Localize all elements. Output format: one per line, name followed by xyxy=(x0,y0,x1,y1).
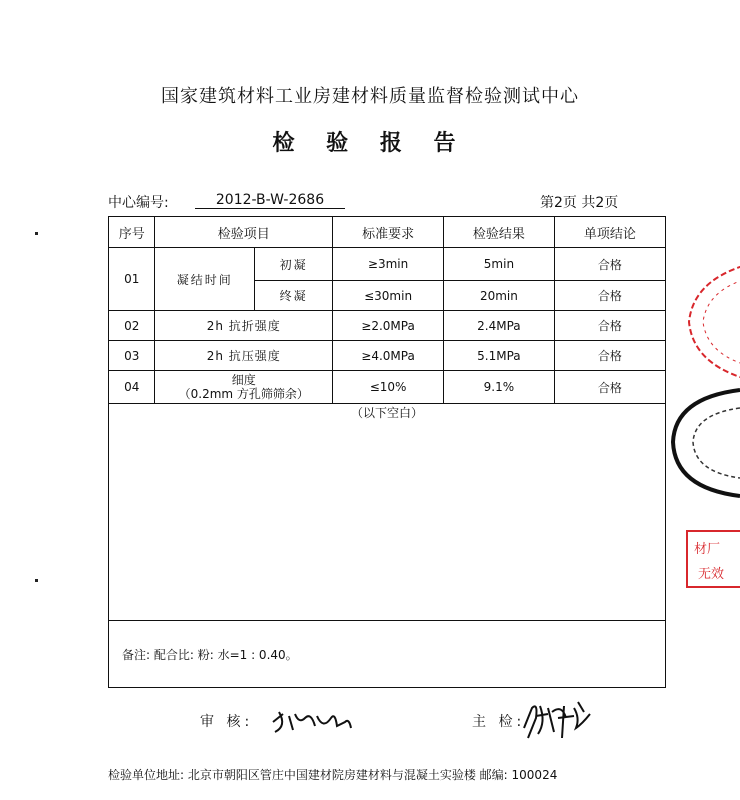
side-stamp-text-1: 材厂 xyxy=(694,542,721,557)
row-conclusion: 合格 xyxy=(554,281,665,311)
header-cell: 标准要求 xyxy=(333,217,444,248)
row-result: 5min xyxy=(444,248,555,281)
remark: 备注: 配合比: 粉: 水=1 : 0.40。 xyxy=(122,648,298,662)
row-standard: ≥3min xyxy=(333,248,444,281)
footer-address: 检验单位地址: 北京市朝阳区管庄中国建材院房建材料与混凝土实验楼 邮编: 100024 xyxy=(108,768,558,782)
table-row xyxy=(109,341,666,371)
blank-note-row xyxy=(109,404,666,422)
center-number-label: 中心编号: xyxy=(108,195,169,211)
review-signature xyxy=(265,704,355,736)
row-result: 9.1% xyxy=(444,371,555,404)
row-standard: ≤10% xyxy=(333,371,444,404)
row-conclusion: 合格 xyxy=(554,311,665,341)
scan-speck xyxy=(35,232,38,235)
review-label: 审 核: xyxy=(200,714,254,730)
header-cell: 单项结论 xyxy=(554,217,665,248)
table-header-row xyxy=(109,217,666,248)
row-no: 03 xyxy=(109,341,155,371)
row-item-line1: 细度 xyxy=(231,373,256,387)
page-info: 第2页 共2页 xyxy=(540,195,619,211)
black-seal-stamp-icon xyxy=(667,384,740,502)
table-row xyxy=(109,248,666,281)
red-side-stamp xyxy=(686,530,740,588)
chief-inspector-label: 主 检: xyxy=(472,714,526,730)
row-no: 02 xyxy=(109,311,155,341)
red-seal-stamp-icon xyxy=(683,262,740,382)
row-item xyxy=(155,371,333,404)
row-conclusion: 合格 xyxy=(554,341,665,371)
scan-speck xyxy=(35,579,38,582)
header-cell: 序号 xyxy=(109,217,155,248)
row-conclusion: 合格 xyxy=(554,248,665,281)
report-title: 检 验 报 告 xyxy=(272,131,468,156)
table-row xyxy=(109,311,666,341)
row-subitem: 终凝 xyxy=(255,281,333,311)
chief-inspector-signature xyxy=(518,698,598,742)
row-item: 凝结时间 xyxy=(155,248,255,311)
side-stamp-text-2: 无效 xyxy=(698,567,725,582)
row-result: 2.4MPa xyxy=(444,311,555,341)
blank-note: （以下空白） xyxy=(109,404,666,422)
table-row xyxy=(109,371,666,404)
header-cell: 检验结果 xyxy=(444,217,555,248)
row-item: 2h 抗压强度 xyxy=(155,341,333,371)
row-standard: ≥4.0MPa xyxy=(333,341,444,371)
center-number-value: 2012-B-W-2686 xyxy=(195,192,345,209)
row-result: 5.1MPa xyxy=(444,341,555,371)
row-result: 20min xyxy=(444,281,555,311)
row-item-line2: （0.2mm 方孔筛筛余） xyxy=(178,387,309,401)
report-table xyxy=(108,216,666,422)
row-standard: ≤30min xyxy=(333,281,444,311)
row-item: 2h 抗折强度 xyxy=(155,311,333,341)
row-subitem: 初凝 xyxy=(255,248,333,281)
row-no: 04 xyxy=(109,371,155,404)
remark-divider xyxy=(108,620,666,621)
header-cell: 检验项目 xyxy=(155,217,333,248)
row-standard: ≥2.0MPa xyxy=(333,311,444,341)
row-conclusion: 合格 xyxy=(554,371,665,404)
row-no: 01 xyxy=(109,248,155,311)
organization-title: 国家建筑材料工业房建材料质量监督检验测试中心 xyxy=(161,86,579,107)
